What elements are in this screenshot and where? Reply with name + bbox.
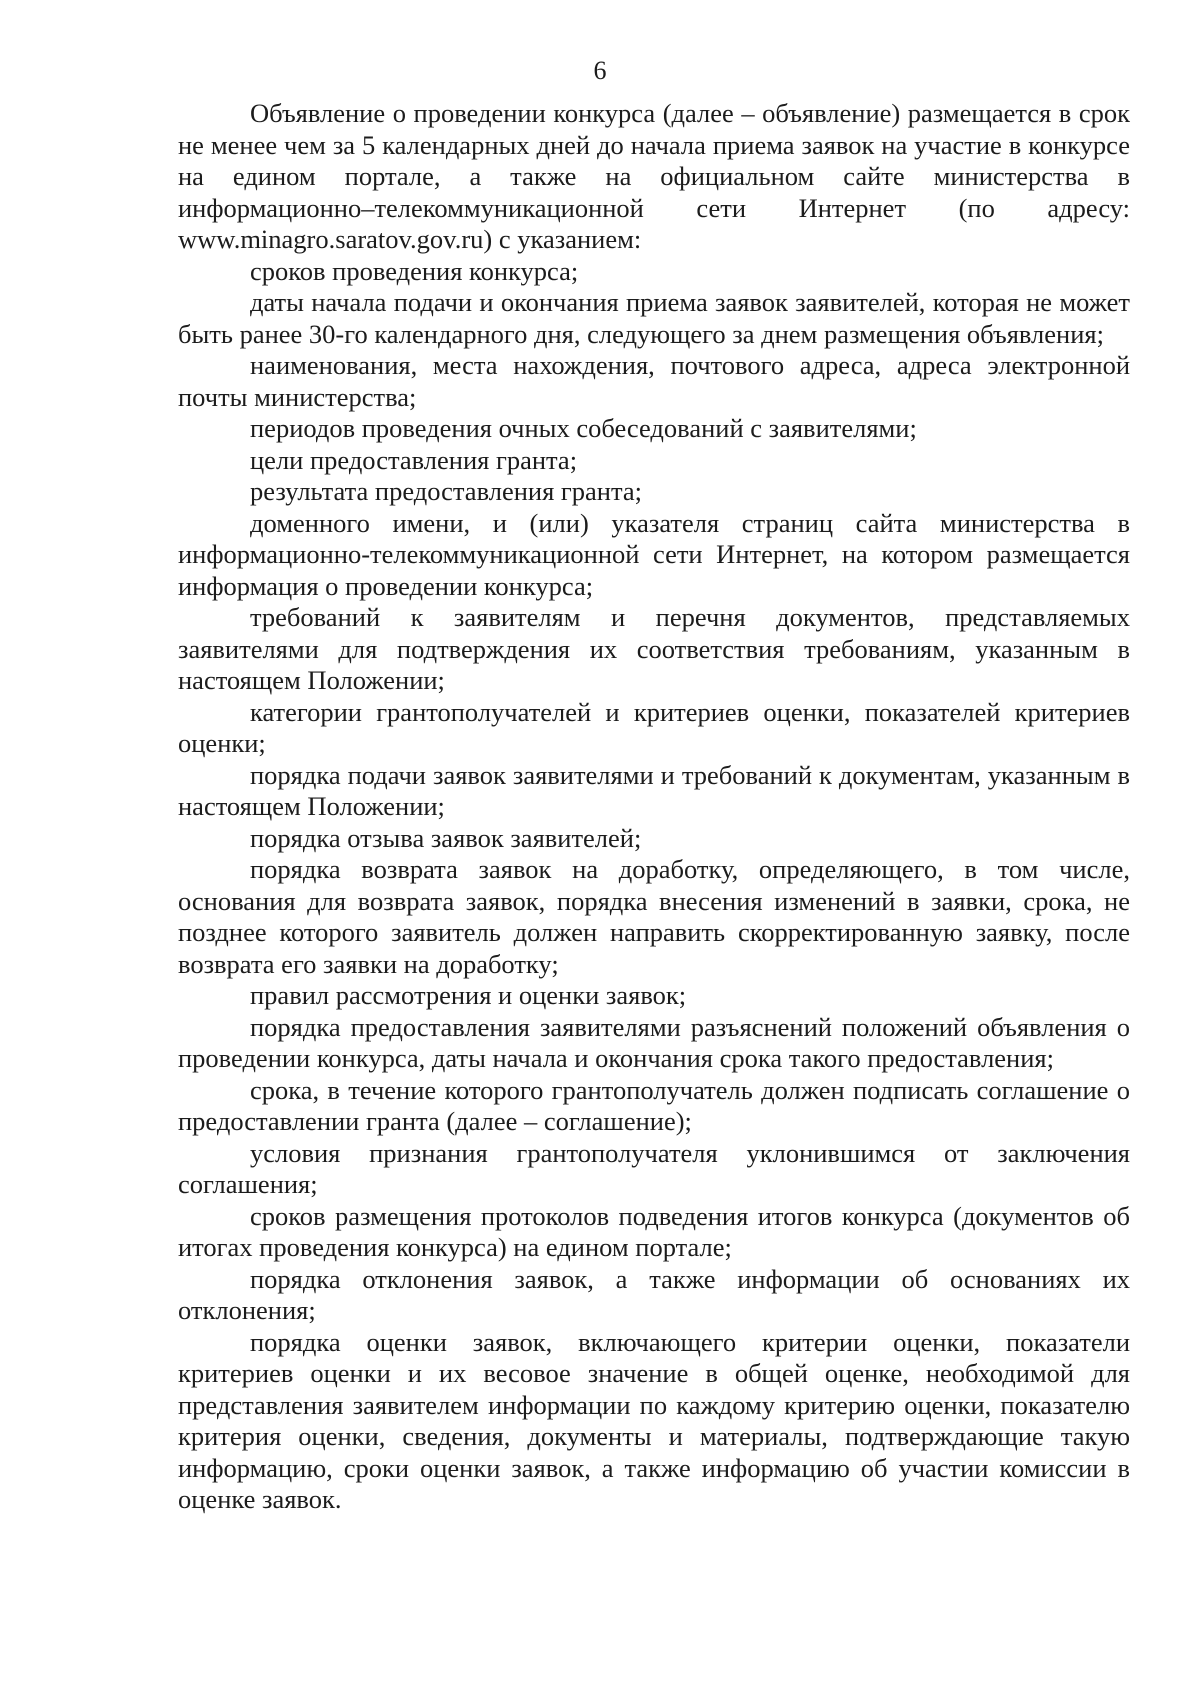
paragraph-signing-deadline: срока, в течение которого грантополучатель должен подписать соглашение о предоставлении гранта (далее – соглашение); bbox=[178, 1074, 1130, 1136]
paragraph-rejection-procedure: порядка отклонения заявок, а также информации об основаниях их отклонения; bbox=[178, 1263, 1130, 1325]
paragraph-applicant-requirements: требований к заявителям и перечня документов, представляемых заявителями для подтверждения их соответствия требованиям, указанным в настоящем Положении; bbox=[178, 602, 1130, 695]
paragraph-evaluation-procedure: порядка оценки заявок, включающего критерии оценки, показатели критериев оценки и их весовое значение в общей оценке, необходимой для представления заявителем информации по каждому критерию оценки, показателю критерия оценки, сведения, документы и материалы, подтверждающие такую информацию, сроки оценки заявок, а также информацию об участии комиссии в оценке заявок. bbox=[178, 1326, 1130, 1514]
page-number: 6 bbox=[593, 56, 607, 85]
paragraph-protocol-publication: сроков размещения протоколов подведения итогов конкурса (документов об итогах проведения конкурса) на едином портале; bbox=[178, 1200, 1130, 1262]
paragraph-clarifications: порядка предоставления заявителями разъяснений положений объявления о проведении конкурса, даты начала и окончания срока такого предоставления; bbox=[178, 1011, 1130, 1073]
paragraph-return-procedure: порядка возврата заявок на доработку, определяющего, в том числе, основания для возврата заявок, порядка внесения изменений в заявки, срока, не позднее которого заявитель должен направить скорректированную заявку, после возврата его заявки на доработку; bbox=[178, 854, 1130, 979]
paragraph-announcement-intro: Объявление о проведении конкурса (далее – объявление) размещается в срок не менее чем за 5 календарных дней до начала приема заявок на участие в конкурсе на едином портале, а также на официальном сайте министерства в информационно–телекоммуникационной сети Интернет (по адресу: www.minagro.saratov.gov.ru) с указанием: bbox=[178, 98, 1130, 254]
paragraph-interview-periods: периодов проведения очных собеседований с заявителями; bbox=[250, 413, 917, 443]
paragraph-grant-purpose: цели предоставления гранта; bbox=[250, 444, 578, 475]
paragraph-evasion-conditions: условия признания грантополучателя уклонившимся от заключения соглашения; bbox=[178, 1137, 1130, 1199]
paragraph-ministry-contacts: наименования, места нахождения, почтового адреса, адреса электронной почты министерства; bbox=[178, 350, 1130, 412]
paragraph-withdrawal-procedure: порядка отзыва заявок заявителей; bbox=[250, 822, 642, 853]
paragraph-domain-name: доменного имени, и (или) указателя страниц сайта министерства в информационно-телекоммуникационной сети Интернет, на котором размещается информация о проведении конкурса; bbox=[178, 507, 1130, 601]
paragraph-application-dates: даты начала подачи и окончания приема заявок заявителей, которая не может быть ранее 30-го календарного дня, следующего за днем размещения объявления; bbox=[178, 287, 1130, 349]
paragraph-review-rules: правил рассмотрения и оценки заявок; bbox=[250, 980, 687, 1010]
paragraph-contest-dates: сроков проведения конкурса; bbox=[250, 255, 579, 286]
paragraph-recipient-categories: категории грантополучателей и критериев оценки, показателей критериев оценки; bbox=[178, 696, 1130, 758]
document-body bbox=[178, 98, 1130, 1516]
paragraph-grant-result: результата предоставления гранта; bbox=[250, 476, 642, 506]
paragraph-submission-procedure: порядка подачи заявок заявителями и требований к документам, указанным в настоящем Положении; bbox=[178, 759, 1130, 821]
